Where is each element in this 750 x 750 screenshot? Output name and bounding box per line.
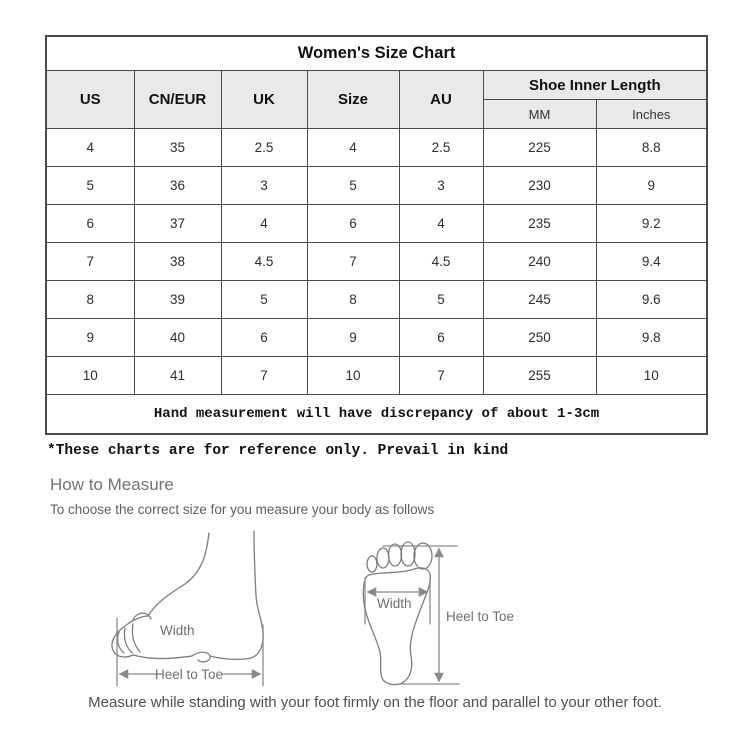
side-heel-to-toe-label: Heel to Toe — [154, 667, 224, 682]
size-cell: 10 — [307, 357, 399, 395]
table-row — [46, 129, 707, 167]
col-header-us: US — [46, 71, 134, 129]
size-cell: 255 — [483, 357, 596, 395]
size-cell: 35 — [134, 129, 221, 167]
size-cell: 240 — [483, 243, 596, 281]
foot-side-view-drawing — [112, 531, 263, 662]
size-cell: 5 — [221, 281, 307, 319]
foot-top-view-drawing — [363, 542, 432, 685]
table-row — [46, 205, 707, 243]
col-header-cneur: CN/EUR — [134, 71, 221, 129]
size-cell: 10 — [596, 357, 707, 395]
measurement-caption: Measure while standing with your foot firmly on the floor and parallel to your other foot. — [88, 694, 662, 711]
table-row — [46, 243, 707, 281]
size-cell: 4 — [46, 129, 134, 167]
size-cell: 9.2 — [596, 205, 707, 243]
size-cell: 40 — [134, 319, 221, 357]
size-cell: 6 — [46, 205, 134, 243]
size-cell: 8 — [307, 281, 399, 319]
size-cell: 4.5 — [221, 243, 307, 281]
size-cell: 9.8 — [596, 319, 707, 357]
size-cell: 7 — [46, 243, 134, 281]
size-cell: 4 — [307, 129, 399, 167]
foot-measurement-diagram — [93, 528, 653, 692]
size-cell: 39 — [134, 281, 221, 319]
top-heel-to-toe-label: Heel to Toe — [446, 609, 515, 624]
size-cell: 245 — [483, 281, 596, 319]
size-cell: 8.8 — [596, 129, 707, 167]
size-cell: 6 — [307, 205, 399, 243]
top-view-measurement — [365, 546, 514, 684]
col-header-inches: Inches — [596, 100, 707, 129]
size-cell: 6 — [399, 319, 483, 357]
how-to-measure-subheading: To choose the correct size for you measure your body as follows — [50, 502, 435, 517]
size-cell: 7 — [399, 357, 483, 395]
size-cell: 9 — [46, 319, 134, 357]
size-cell: 3 — [399, 167, 483, 205]
reference-note: *These charts are for reference only. Prevail in kind — [47, 443, 509, 459]
size-cell: 4 — [221, 205, 307, 243]
size-cell: 225 — [483, 129, 596, 167]
table-row — [46, 319, 707, 357]
size-cell: 2.5 — [221, 129, 307, 167]
size-cell: 235 — [483, 205, 596, 243]
col-header-au: AU — [399, 71, 483, 129]
size-cell: 37 — [134, 205, 221, 243]
table-row — [46, 357, 707, 395]
col-header-mm: MM — [483, 100, 596, 129]
table-footnote: Hand measurement will have discrepancy of about 1-3cm — [46, 395, 707, 435]
size-cell: 250 — [483, 319, 596, 357]
size-cell: 9.6 — [596, 281, 707, 319]
size-cell: 5 — [307, 167, 399, 205]
top-width-label: Width — [377, 596, 412, 611]
size-cell: 5 — [46, 167, 134, 205]
table-row — [46, 167, 707, 205]
size-cell: 5 — [399, 281, 483, 319]
size-cell: 8 — [46, 281, 134, 319]
size-cell: 3 — [221, 167, 307, 205]
size-chart-table — [45, 35, 708, 435]
size-cell: 4 — [399, 205, 483, 243]
col-header-size: Size — [307, 71, 399, 129]
side-view-measurement — [117, 618, 263, 686]
size-chart-title: Women's Size Chart — [46, 36, 707, 71]
size-cell: 230 — [483, 167, 596, 205]
size-cell: 7 — [307, 243, 399, 281]
size-cell: 7 — [221, 357, 307, 395]
table-row — [46, 281, 707, 319]
size-cell: 38 — [134, 243, 221, 281]
size-cell: 6 — [221, 319, 307, 357]
size-cell: 4.5 — [399, 243, 483, 281]
size-cell: 2.5 — [399, 129, 483, 167]
col-header-inner-length: Shoe Inner Length — [483, 71, 707, 100]
size-cell: 9.4 — [596, 243, 707, 281]
side-width-label: Width — [160, 623, 195, 638]
col-header-uk: UK — [221, 71, 307, 129]
size-cell: 9 — [307, 319, 399, 357]
size-cell: 9 — [596, 167, 707, 205]
size-cell: 36 — [134, 167, 221, 205]
size-cell: 41 — [134, 357, 221, 395]
size-cell: 10 — [46, 357, 134, 395]
how-to-measure-heading: How to Measure — [50, 475, 174, 494]
